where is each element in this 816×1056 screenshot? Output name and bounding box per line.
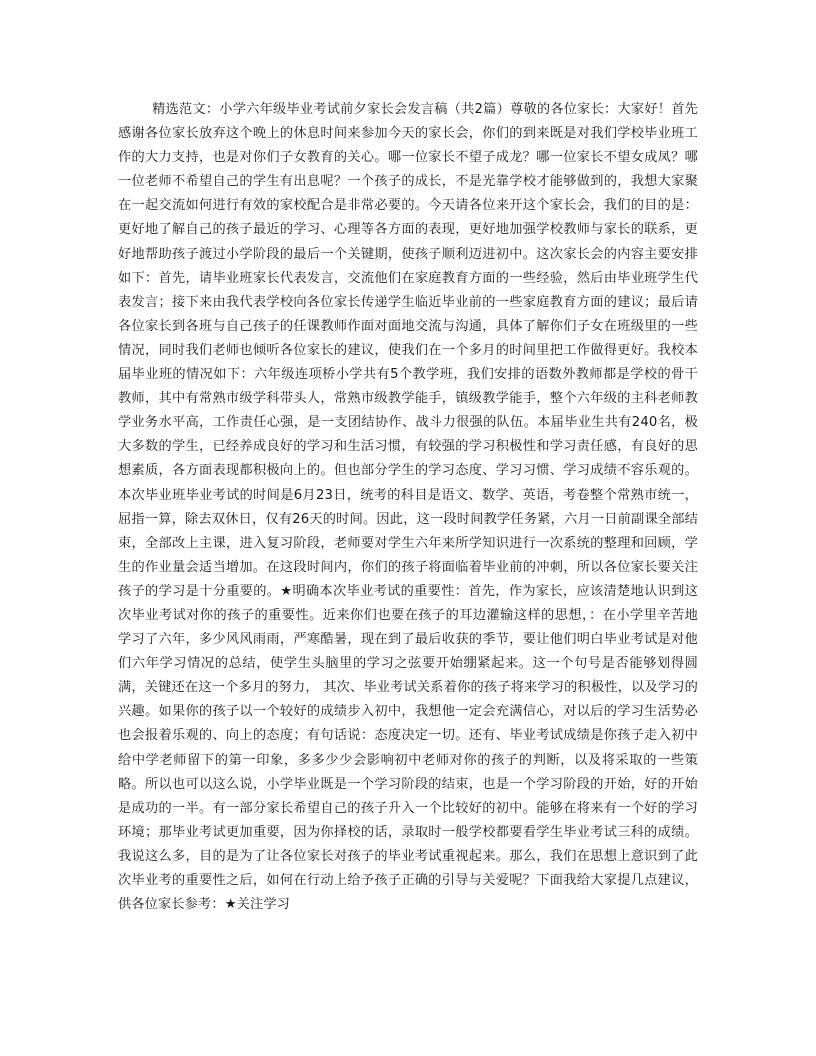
paragraph-text: 精选范文：小学六年级毕业考试前夕家长会发言稿（共2篇）尊敬的各位家长：大家好！首先感谢各位家长放弃这个晚上的休息时间来参加今天的家长会，你们的到来既是对我们学校毕业班工作的大力支持，也是对你们子女教育的关心。哪一位家长不望子成龙？哪一位家长不望女成凤？哪一位老师不希望自己的学生有出息呢？一个孩子的成长，不是光靠学校才能够做到的，我想大家聚在一起交流如何进行有效的家校配合是非常必要的。今天请各位来开这个家长会，我们的目的是：更好地了解自己的孩子最近的学习、心理等各方面的表现，更好地加强学校教师与家长的联系，更好地帮助孩子渡过小学阶段的最后一个关键期，使孩子顺利迈进初中。这次家长会的内容主要安排如下：首先，请毕业班家长代表发言，交流他们在家庭教育方面的一些经验，然后由毕业班学生代表发言；接下来由我代表学校向各位家长传递学生临近毕业前的一些家庭教育方面的建议；最后请各位家长到各班与自己孩子的任课教师作面对面地交流与沟通，具体了解你们子女在班级里的一些情况，同时我们老师也倾听各位家长的建议，使我们在一个多月的时间里把工作做得更好。我校本届毕业班的情况如下：六年级连项桥小学共有5个教学班，我们安排的语数外教师都是学校的骨干教师，其中有常熟市级学科带头人，常熟市级教学能手，镇级教学能手，整个六年级的主科老师教学业务水平高，工作责任心强，是一支团结协作、战斗力很强的队伍。本届毕业生共有240名，极大多数的学生，已经养成良好的学习和生活习惯，有较强的学习积极性和学习责任感，有良好的思想素质，各方面表现都积极向上的。但也部分学生的学习态度、学习习惯、学习成绩不容乐观的。本次毕业班毕业考试的时间是6月23日，统考的科目是语文、数学、英语，考卷整个常熟市统一，屈指一算，除去双休日，仅有26天的时间。因此，这一段时间教学任务紧，六月一日前副课全部结束，全部改上主课，进入复习阶段，老师要对学生六年来所学知识进行一次系统的整理和回顾，学生的作业量会适当增加。在这段时间内，你们的孩子将面临着毕业前的冲刺，所以各位家长要关注孩子的学习是十分重要的。★明确本次毕业考试的重要性：首先，作为家长，应该清楚地认识到这次毕业考试对你的孩子的重要性。近来你们也要在孩子的耳边灌输这样的思想，：在小学里辛苦地学习了六年，多少风风雨雨，严寒酷暑，现在到了最后收获的季节，要让他们明白毕业考试是对他们六年学习情况的总结，使学生头脑里的学习之弦要开始绷紧起来。这一个句号是否能够划得圆满，关键还在这一个多月的努力， 其次、毕业考试关系着你的孩子将来学习的积极性，以及学习的兴趣。如果你的孩子以一个较好的成绩步入初中，我想他一定会充满信心，对以后的学习生活势必也会报着乐观的、向上的态度；有句话说：态度决定一切。还有、毕业考试成绩是你孩子走入初中给中学老师留下的第一印象，多多少少会影响初中老师对你的孩子的判断，以及将采取的一些策略。所以也可以这么说，小学毕业既是一个学习阶段的结束，也是一个学习阶段的开始，好的开始是成功的一半。有一部分家长希望自己的孩子升入一个比较好的初中。能够在将来有一个好的学习环境；那毕业考试更加重要，因为你择校的话，录取时一般学校都要看学生毕业考试三科的成绩。我说这么多，目的是为了让各位家长对孩子的毕业考试重视起来。那么，我们在思想上意识到了此次毕业考的重要性之后，如何在行动上给予孩子正确的引导与关爱呢？下面我给大家提几点建议，供各位家长参考：★关注学习: [118, 102, 698, 913]
body-paragraph: [118, 98, 698, 917]
